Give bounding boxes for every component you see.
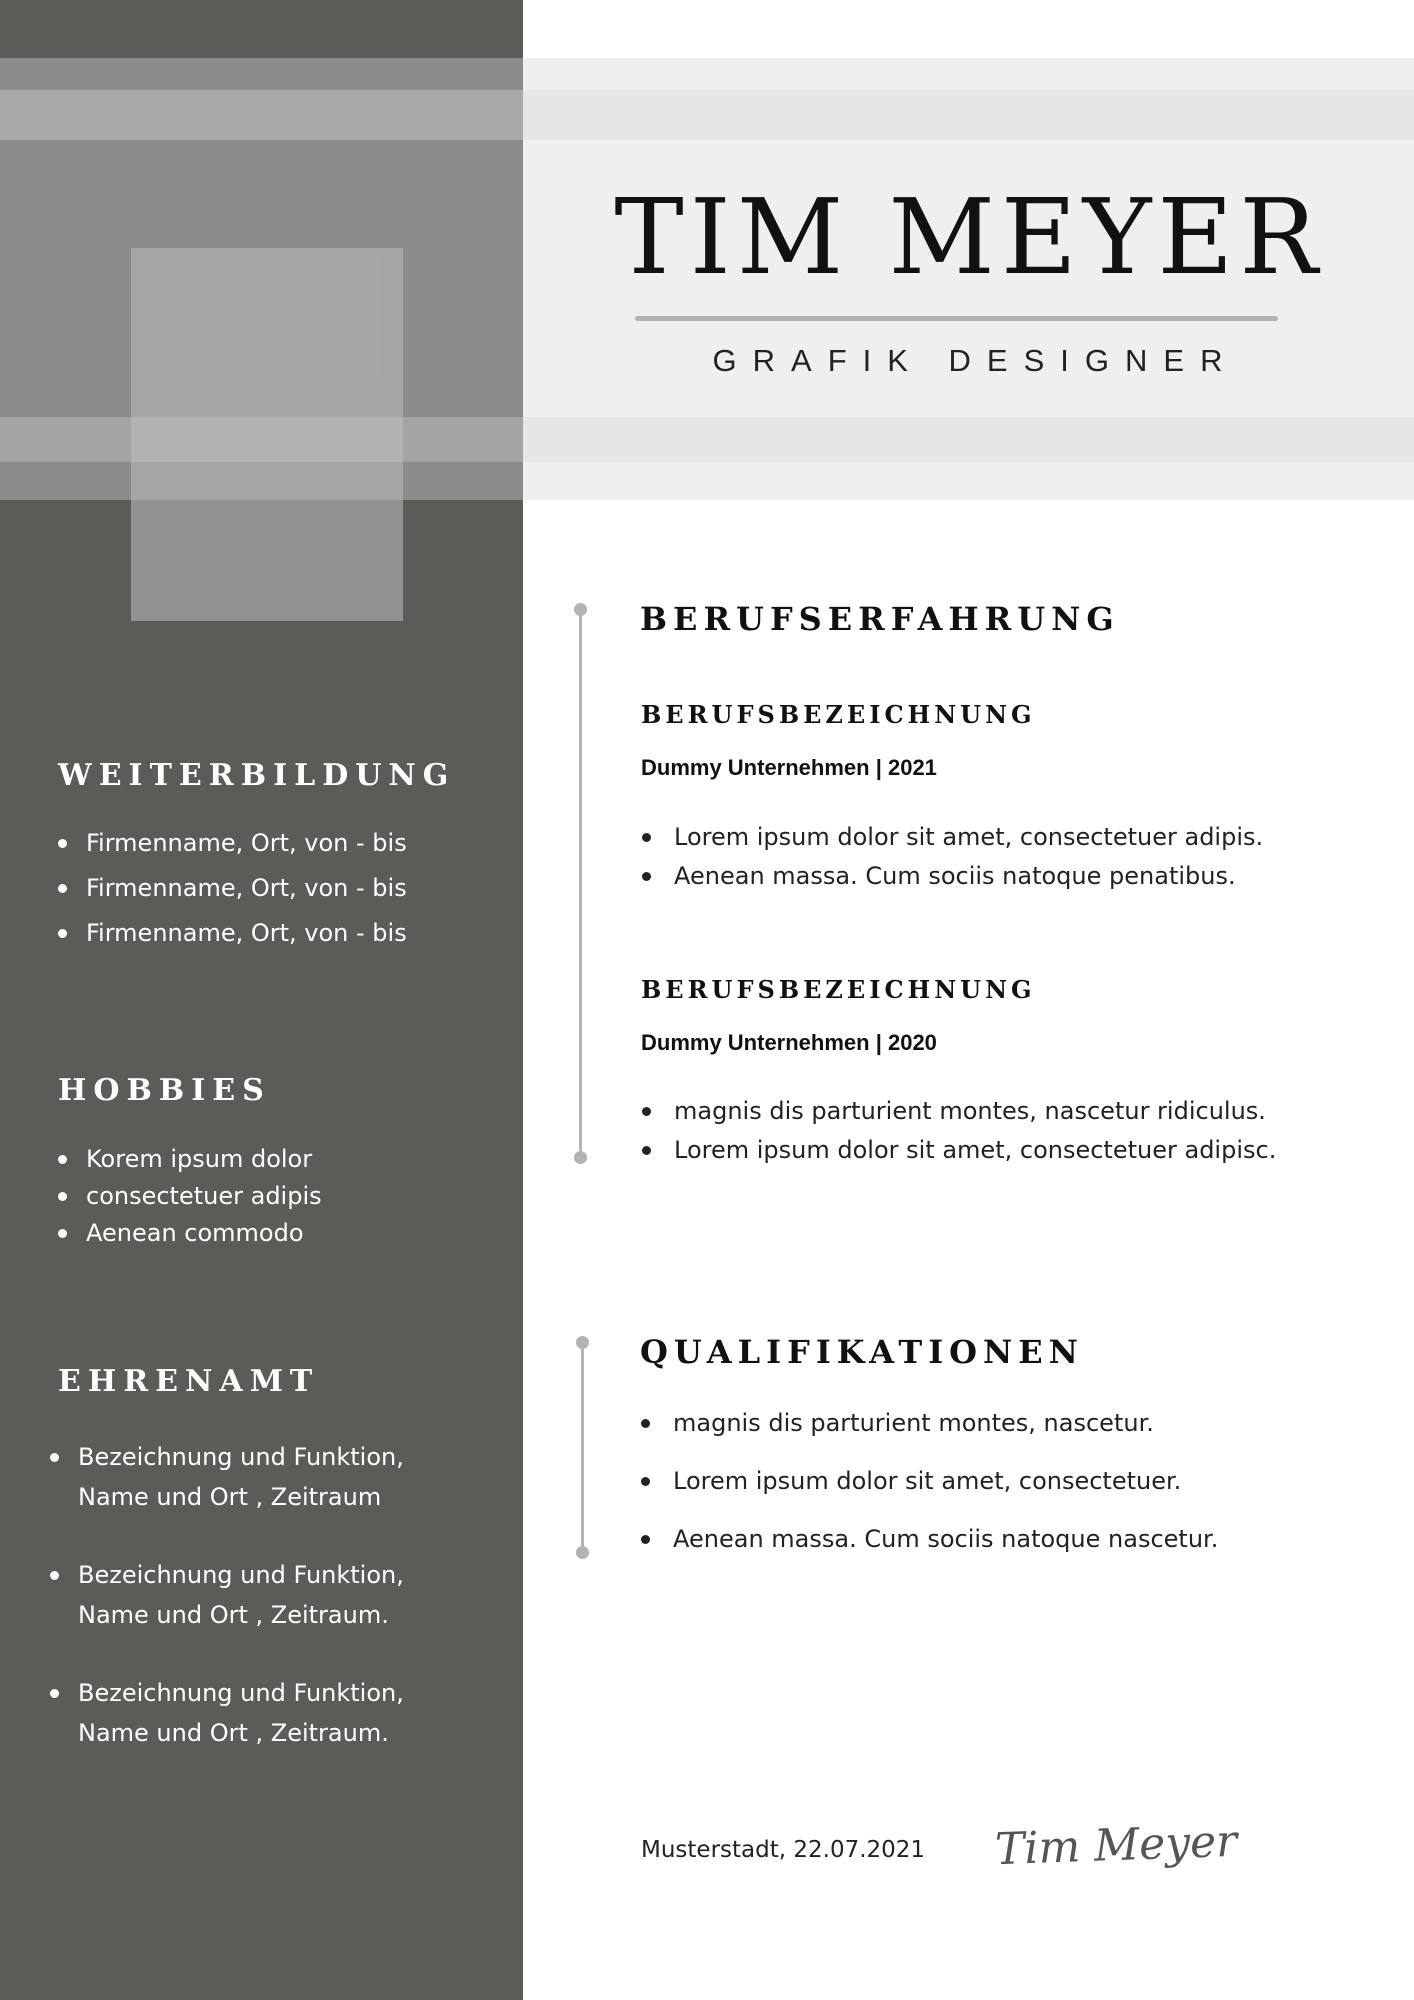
list-item: Lorem ipsum dolor sit amet, consectetuer adipis. — [642, 818, 1263, 857]
timeline-line — [581, 1342, 584, 1552]
timeline-line — [579, 609, 582, 1157]
list-item: consectetuer adipis — [58, 1182, 322, 1210]
job-position: BERUFSBEZEICHNUNG — [641, 700, 1036, 729]
header-band — [523, 417, 1414, 462]
list-item: Aenean massa. Cum sociis natoque nascetur. — [641, 1525, 1218, 1553]
hobbies-title: HOBBIES — [58, 1073, 271, 1108]
timeline-dot — [574, 1151, 587, 1164]
list-item: Bezeichnung und Funktion, Name und Ort , Zeitraum. — [50, 1673, 404, 1753]
job-title: GRAFIK DESIGNER — [712, 343, 1239, 378]
list-item: Bezeichnung und Funktion, Name und Ort , Zeitraum — [50, 1437, 404, 1517]
list-item: Bezeichnung und Funktion, Name und Ort , Zeitraum. — [50, 1555, 404, 1635]
list-item: magnis dis parturient montes, nascetur. — [641, 1409, 1218, 1437]
list-item: Lorem ipsum dolor sit amet, consectetuer. — [641, 1467, 1218, 1495]
name-divider — [635, 316, 1278, 321]
person-name: TIM MEYER — [614, 176, 1324, 298]
job-position: BERUFSBEZEICHNUNG — [641, 975, 1036, 1004]
timeline-dot — [576, 1546, 589, 1559]
header-band — [523, 90, 1414, 140]
weiterbildung-list — [58, 829, 407, 947]
qualifications-list — [641, 1409, 1218, 1553]
qualifications-title: QUALIFIKATIONEN — [640, 1333, 1084, 1371]
job-company: Dummy Unternehmen | 2020 — [641, 1030, 937, 1055]
list-item: magnis dis parturient montes, nascetur ridiculus. — [642, 1092, 1276, 1131]
list-item: Korem ipsum dolor — [58, 1145, 322, 1173]
place-and-date: Musterstadt, 22.07.2021 — [641, 1837, 926, 1863]
job-company: Dummy Unternehmen | 2021 — [641, 755, 937, 780]
list-item: Aenean commodo — [58, 1219, 322, 1247]
weiterbildung-title: WEITERBILDUNG — [58, 758, 456, 793]
header-band — [0, 90, 523, 140]
profile-photo-placeholder — [131, 248, 403, 621]
signature: Tim Meyer — [994, 1815, 1238, 1876]
list-item: Firmenname, Ort, von - bis — [58, 919, 407, 947]
list-item: Firmenname, Ort, von - bis — [58, 829, 407, 857]
ehrenamt-title: EHRENAMT — [58, 1364, 320, 1399]
list-item: Lorem ipsum dolor sit amet, consectetuer adipisc. — [642, 1131, 1276, 1170]
list-item: Aenean massa. Cum sociis natoque penatibus. — [642, 857, 1263, 896]
experience-title: BERUFSERFAHRUNG — [640, 600, 1120, 638]
job-bullets — [642, 1092, 1276, 1170]
job-bullets — [642, 818, 1263, 896]
hobbies-list — [58, 1145, 322, 1247]
list-item: Firmenname, Ort, von - bis — [58, 874, 407, 902]
ehrenamt-list — [50, 1437, 404, 1753]
